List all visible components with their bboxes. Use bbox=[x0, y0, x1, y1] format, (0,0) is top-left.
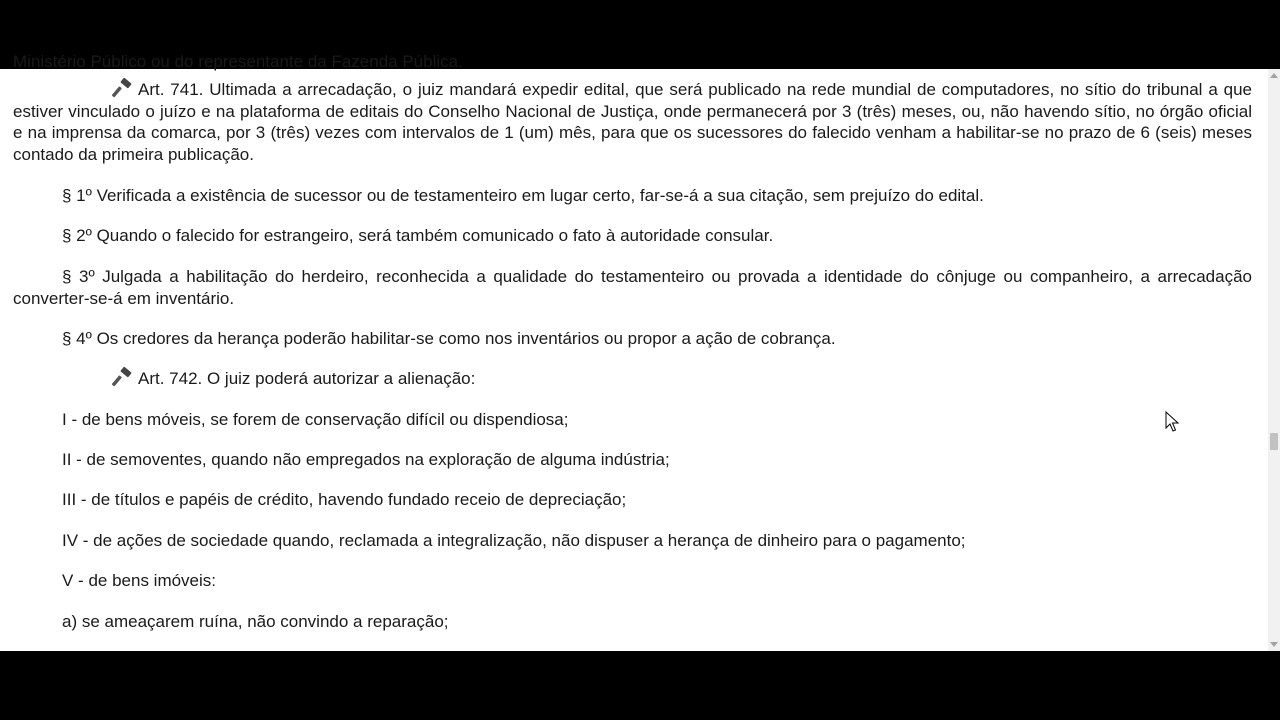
paragraph-1: § 1º Verificada a existência de sucessor ou de testamenteiro em lugar certo, far-se-á a sua citação, sem prejuízo do edital. bbox=[62, 186, 984, 205]
article-741 bbox=[13, 79, 1252, 165]
article-741-text: Art. 741. Ultimada a arrecadação, o juiz mandará expedir edital, que será publicado na rede mundial de computadores, no sítio do tribunal a que estiver vinculado o juízo e na plataforma de editais do Conselho Nacional de Justiça, onde permanecerá por 3 (três) meses, ou, não havendo sítio, no órgão oficial e na imprensa da comarca, por 3 (três) vezes com intervalos de 1 (um) mês, para que os sucessores do falecido venham a habilitar-se no prazo de 6 (seis) meses contado da primeira publicação. bbox=[13, 80, 1252, 164]
vertical-scrollbar[interactable] bbox=[1268, 69, 1280, 651]
partial-line-text: Ministério Público ou do representante da Fazenda Pública. bbox=[13, 52, 463, 71]
item-v: V - de bens imóveis: bbox=[62, 571, 217, 590]
partial-line-top bbox=[13, 51, 1252, 73]
item-iii: III - de títulos e papéis de crédito, havendo fundado receio de depreciação; bbox=[62, 490, 627, 509]
paragraph-2: § 2º Quando o falecido for estrangeiro, será também comunicado o fato à autoridade consular. bbox=[62, 226, 774, 245]
item-i: I - de bens móveis, se forem de conservação difícil ou dispendiosa; bbox=[62, 410, 569, 429]
item-iv: IV - de ações de sociedade quando, reclamada a integralização, não dispuser a herança de dinheiro para o pagamento; bbox=[62, 531, 966, 550]
item-ii: II - de semoventes, quando não empregados na exploração de alguma indústria; bbox=[62, 450, 670, 469]
scroll-down-arrow-icon[interactable] bbox=[1270, 642, 1278, 647]
article-742 bbox=[13, 368, 1252, 390]
scrollbar-thumb[interactable] bbox=[1270, 433, 1278, 450]
document-viewport bbox=[0, 52, 1268, 651]
hammer-icon bbox=[112, 79, 132, 97]
item-a: a) se ameaçarem ruína, não convindo a reparação; bbox=[62, 612, 449, 631]
mouse-cursor-icon bbox=[1165, 411, 1179, 433]
article-742-text: Art. 742. O juiz poderá autorizar a alienação: bbox=[138, 369, 476, 388]
hammer-icon bbox=[112, 368, 132, 386]
paragraph-3: § 3º Julgada a habilitação do herdeiro, reconhecida a qualidade do testamenteiro ou provada a identidade do cônjuge ou companheiro, a arrecadação converter-se-á em inventário. bbox=[13, 267, 1252, 308]
paragraph-4: § 4º Os credores da herança poderão habilitar-se como nos inventários ou propor a ação de cobrança. bbox=[62, 329, 836, 348]
scroll-up-arrow-icon[interactable] bbox=[1270, 73, 1278, 78]
